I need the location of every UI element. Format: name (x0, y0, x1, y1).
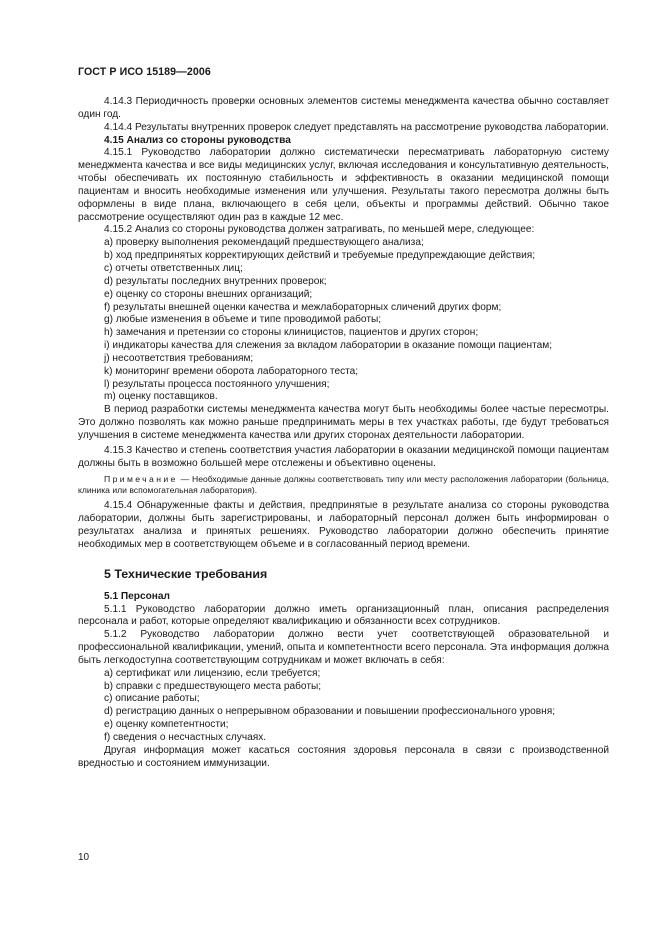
paragraph: Другая информация может касаться состояния здоровья персонала в связи с производственной вредностью и состоянием иммунизации. (78, 744, 609, 769)
paragraph: 4.14.3 Периодичность проверки основных элементов системы менеджмента качества обычно составляет один год. (78, 96, 609, 120)
list-item: h) замечания и претензии со стороны клиницистов, пациентов и других сторон; (104, 327, 479, 339)
list-item: j) несоответствия требованиям; (104, 352, 254, 364)
document-body (78, 96, 609, 771)
list-item: a) проверку выполнения рекомендаций предшествующего анализа; (104, 237, 424, 249)
list-item: l) результаты процесса постоянного улучшения; (104, 378, 330, 390)
list-item: i) индикаторы качества для слежения за вкладом лаборатории в оказание помощи пациентам; (104, 340, 553, 352)
paragraph: 4.15.2 Анализ со стороны руководства должен затрагивать, по меньшей мере, следующее: (104, 224, 535, 236)
list-item: c) отчеты ответственных лиц; (104, 262, 243, 274)
paragraph: 4.14.4 Результаты внутренних проверок следует представлять на рассмотрение руководства лаборатории. (104, 121, 609, 133)
list-item: k) мониторинг времени оборота лабораторного теста; (104, 365, 359, 377)
note (78, 474, 609, 496)
paragraph: 5.1.2 Руководство лаборатории должно вести учет соответствующей образовательной и профессиональной квалификации, умений, опыта и компетентности всего персонала. Эта информация должна быть легкодоступна соответствующим сотрудникам и может включать в себя: (78, 629, 609, 666)
list-item: f) результаты внешней оценки качества и межлабораторных сличений других форм; (104, 301, 502, 313)
paragraph: 4.15.4 Обнаруженные факты и действия, предпринятые в результате анализа со стороны руководства лаборатории, должны быть зарегистрированы, и лабораторный персонал должен быть информирован о результатах анализа и принятых решениях. Руководство лаборатории должно обеспечить принятие необходимых мер в соответствующем объеме и в согласованный период времени. (78, 500, 609, 550)
paragraph: 5.1.1 Руководство лаборатории должно иметь организационный план, описания распределения персонала и работ, которые определяют квалификацию и обязанности всех сотрудников. (78, 603, 609, 628)
list-item: f) сведения о несчастных случаях. (104, 731, 267, 743)
note-text: — Необходимые данные должны соответствовать типу или месту расположения лаборатории (больница, клиника или вспомогательная лаборатория). (78, 474, 610, 496)
paragraph: 4.15.3 Качество и степень соответствия участия лаборатории в оказании медицинской помощи пациентам должны быть в возможно большей мере отслежены и объективно оценены. (78, 444, 609, 469)
chapter-heading: 5 Технические требования (104, 566, 268, 581)
list-item: c) описание работы; (104, 693, 200, 705)
list-item: e) оценку компетентности; (104, 719, 229, 731)
list-item: d) регистрацию данных о непрерывном образовании и повышении профессионального уровня; (104, 706, 556, 718)
list-item: b) справки с предшествующего места работы; (104, 680, 322, 692)
list-item: e) оценку со стороны внешних организаций; (104, 288, 313, 300)
list-item: m) оценку поставщиков. (104, 391, 218, 403)
list-item: d) результаты последних внутренних проверок; (104, 275, 327, 287)
list-item: b) ход предпринятых корректирующих действий и требуемые предупреждающие действия; (104, 250, 536, 262)
list-item: a) сертификат или лицензию, если требуется; (104, 667, 321, 679)
list-item: g) любые изменения в объеме и типе проводимой работы; (104, 314, 382, 326)
note-label: Примечание (104, 474, 178, 485)
section-heading: 4.15 Анализ со стороны руководства (104, 134, 291, 146)
page-number: 10 (78, 852, 90, 863)
paragraph: 4.15.1 Руководство лаборатории должно систематически пересматривать лабораторную систему менеджмента качества и все виды медицинских услуг, включая исследования и консультативную деятельность, чтобы обеспечивать их постоянную стабильность и эффективность в оказании медицинской помощи пациентам и вносить необходимые изменения или улучшения. Результаты такого пересмотра должны быть оформлены в виде плана, включающего в себя цели, объекты и программы действий. Обычно такое рассмотрение осуществляют один раз в каждые 12 мес. (78, 147, 609, 223)
paragraph: В период разработки системы менеджмента качества могут быть необходимы более частые пересмотры. Это должно позволять как можно раньше предпринимать меры в тех участках работы, где будут требоваться улучшения в системе менеджмента качества или других сторонах деятельности лаборатории. (78, 404, 609, 441)
document-header: ГОСТ Р ИСО 15189—2006 (78, 66, 211, 78)
section-heading: 5.1 Персонал (104, 590, 170, 602)
